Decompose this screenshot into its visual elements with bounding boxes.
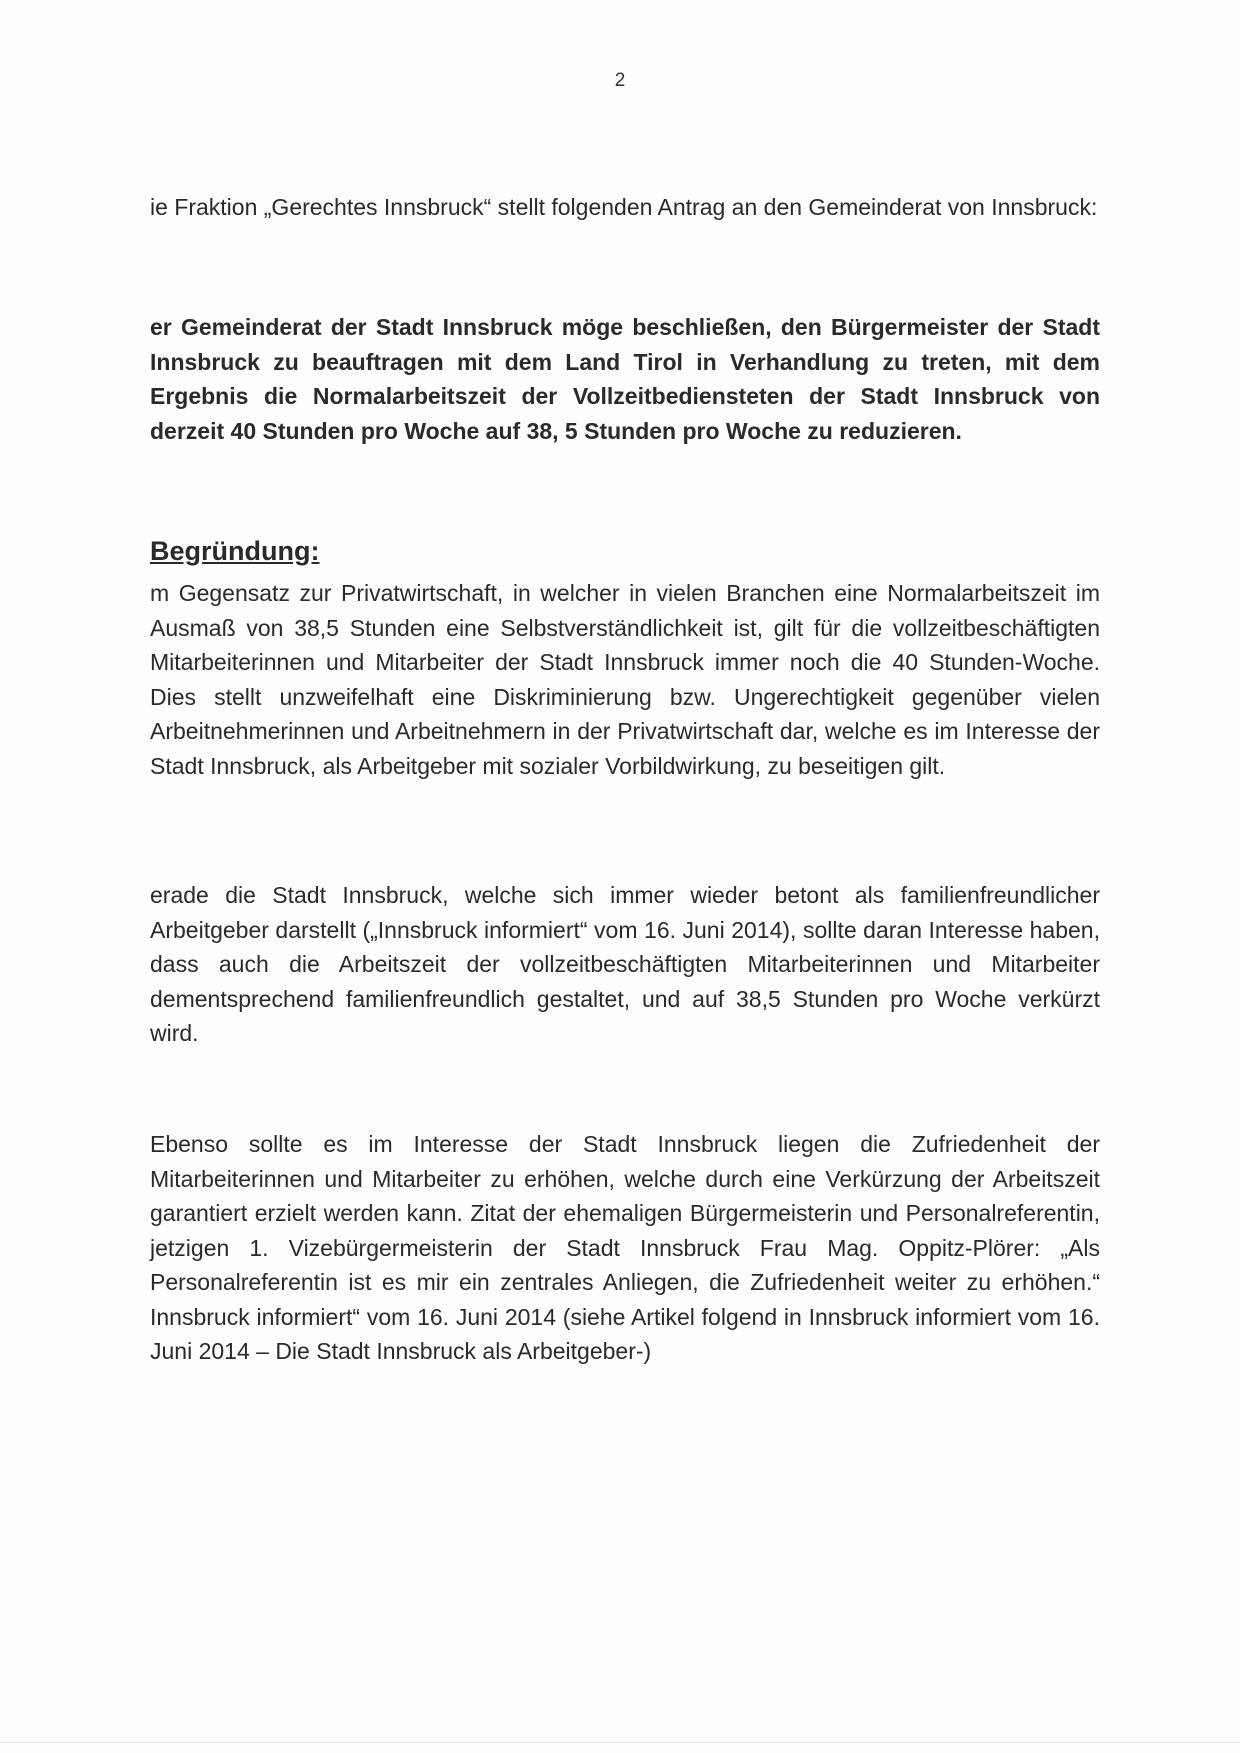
page-number: 2	[614, 70, 626, 91]
scan-edge-divider	[0, 1742, 1240, 1743]
justification-paragraph-3: Ebenso sollte es im Interesse der Stadt Innsbruck liegen die Zufriedenheit der Mitarbeiterinnen und Mitarbeiter zu erhöhen, welche durch eine Verkürzung der Arbeitszeit garantiert erzielt werden kann. Zitat der ehemaligen Bürgermeisterin und Personalreferentin, jetzigen 1. Vizebürgermeisterin der Stadt Innsbruck Frau Mag. Oppitz-Plörer: „Als Personalreferentin ist es mir ein zentrales Anliegen, die Zufriedenheit weiter zu erhöhen.“ Innsbruck informiert“ vom 16. Juni 2014 (siehe Artikel folgend in Innsbruck informiert vom 16. Juni 2014 – Die Stadt Innsbruck als Arbeitgeber-)	[150, 1131, 1100, 1364]
justification-paragraph-2: erade die Stadt Innsbruck, welche sich immer wieder betont als familienfreundlicher Arbeitgeber darstellt („Innsbruck informiert“ vom 16. Juni 2014), sollte daran Interesse haben, dass auch die Arbeitszeit der vollzeitbeschäftigten Mitarbeiterinnen und Mitarbeiter dementsprechend familienfreundlich gestaltet, und auf 38,5 Stunden pro Woche verkürzt wird.	[150, 882, 1100, 1046]
intro-paragraph: ie Fraktion „Gerechtes Innsbruck“ stellt folgenden Antrag an den Gemeinderat von Innsbruck:	[150, 194, 1098, 220]
justification-paragraph-1: m Gegensatz zur Privatwirtschaft, in welcher in vielen Branchen eine Normalarbeitszeit im Ausmaß von 38,5 Stunden eine Selbstverständlichkeit ist, gilt für die vollzeitbeschäftigten Mitarbeiterinnen und Mitarbeiter der Stadt Innsbruck immer noch die 40 Stunden-Woche. Dies stellt unzweifelhaft eine Diskriminierung bzw. Ungerechtigkeit gegenüber vielen Arbeitnehmerinnen und Arbeitnehmern in der Privatwirtschaft dar, welche es im Interesse der Stadt Innsbruck, als Arbeitgeber mit sozialer Vorbildwirkung, zu beseitigen gilt.	[150, 580, 1100, 779]
section-heading: Begründung:	[150, 536, 320, 566]
motion-paragraph: er Gemeinderat der Stadt Innsbruck möge beschließen, den Bürgermeister der Stadt Innsbruck zu beauftragen mit dem Land Tirol in Verhandlung zu treten, mit dem Ergebnis die Normalarbeitszeit der Vollzeitbediensteten der Stadt Innsbruck von derzeit 40 Stunden pro Woche auf 38, 5 Stunden pro Woche zu reduzieren.	[150, 314, 1100, 444]
